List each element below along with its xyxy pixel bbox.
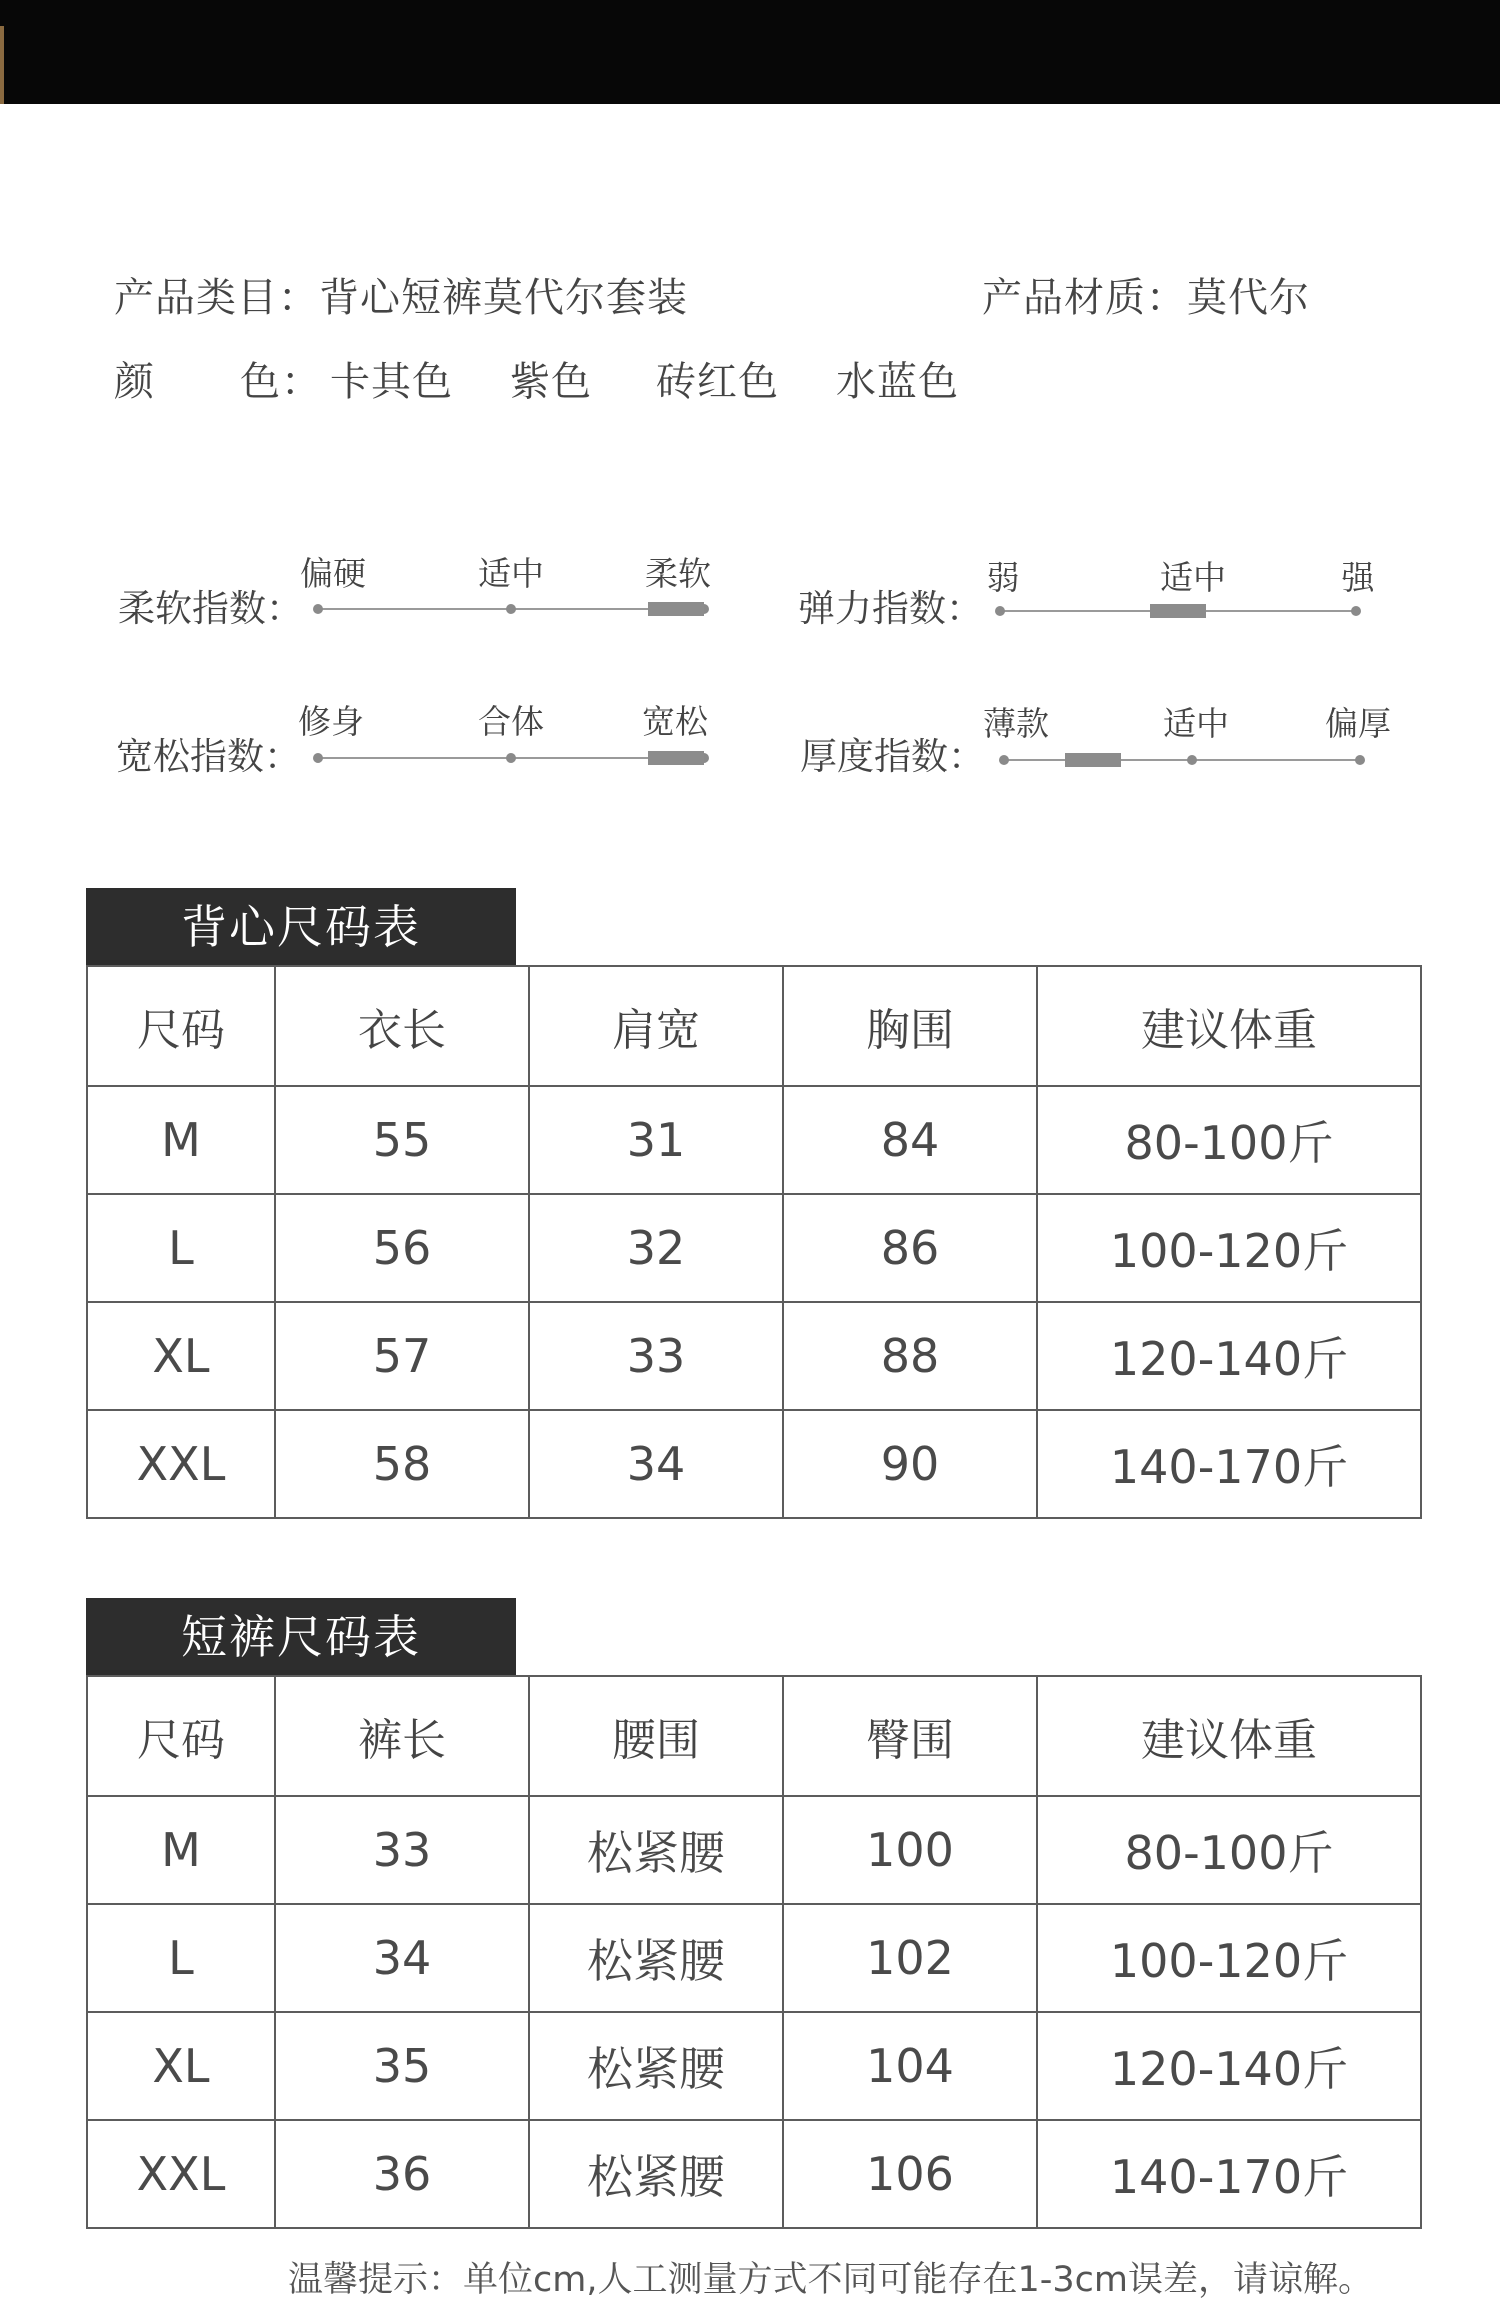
table-cell: 100-120斤 <box>1037 1194 1421 1302</box>
table-cell: 31 <box>529 1086 783 1194</box>
scale-dot <box>506 753 516 763</box>
material-value: 莫代尔 <box>1187 275 1310 321</box>
table-cell: M <box>87 1796 275 1904</box>
table-header-row <box>87 966 1421 1086</box>
table-cell: 55 <box>275 1086 529 1194</box>
scale-level-label: 柔软 <box>645 554 711 593</box>
scale-level-label: 修身 <box>298 702 364 741</box>
table-cell: 松紧腰 <box>529 2120 783 2228</box>
color-label-1: 颜 <box>114 359 155 405</box>
table-row <box>87 1086 1421 1194</box>
scale-level-label: 薄款 <box>983 704 1049 743</box>
table-cell: M <box>87 1086 275 1194</box>
table-cell: 100-120斤 <box>1037 1904 1421 2012</box>
vest-size-table <box>86 965 1422 1519</box>
column-header: 建议体重 <box>1037 1676 1421 1796</box>
table-cell: 84 <box>783 1086 1037 1194</box>
scale-level-label: 强 <box>1341 558 1375 597</box>
scale-level-label: 弱 <box>986 558 1020 597</box>
measurement-note: 温馨提示：单位cm,人工测量方式不同可能存在1-3cm误差，请谅解。 <box>288 2260 1373 2300</box>
fit-label: 宽松指数： <box>116 735 301 778</box>
scale-dot <box>1351 606 1361 616</box>
shorts-size-table <box>86 1675 1422 2229</box>
table-cell: 32 <box>529 1194 783 1302</box>
table-cell: 120-140斤 <box>1037 2012 1421 2120</box>
table-cell: 36 <box>275 2120 529 2228</box>
table-cell: L <box>87 1194 275 1302</box>
table-cell: 90 <box>783 1410 1037 1518</box>
table-cell: 松紧腰 <box>529 1796 783 1904</box>
table-cell: 57 <box>275 1302 529 1410</box>
color-option: 砖红色 <box>656 359 779 405</box>
table-row <box>87 1904 1421 2012</box>
scale-level-label: 适中 <box>1163 704 1229 743</box>
table-header-row <box>87 1676 1421 1796</box>
table-row <box>87 1796 1421 1904</box>
shorts-table-title: 短裤尺码表 <box>86 1598 516 1676</box>
column-header: 尺码 <box>87 1676 275 1796</box>
table-cell: 104 <box>783 2012 1037 2120</box>
scale-marker <box>648 602 704 616</box>
table-cell: 58 <box>275 1410 529 1518</box>
scale-dot <box>999 755 1009 765</box>
table-cell: 106 <box>783 2120 1037 2228</box>
table-row <box>87 2012 1421 2120</box>
scale-marker <box>1150 604 1206 618</box>
table-cell: XXL <box>87 1410 275 1518</box>
softness-label: 柔软指数： <box>118 587 303 630</box>
category-value: 背心短裤莫代尔套装 <box>319 275 688 321</box>
table-cell: 松紧腰 <box>529 1904 783 2012</box>
scale-level-label: 合体 <box>478 702 544 741</box>
table-row <box>87 1410 1421 1518</box>
table-cell: 102 <box>783 1904 1037 2012</box>
column-header: 衣长 <box>275 966 529 1086</box>
column-header: 裤长 <box>275 1676 529 1796</box>
column-header: 肩宽 <box>529 966 783 1086</box>
color-option: 水蓝色 <box>836 359 959 405</box>
scale-level-label: 偏硬 <box>300 554 366 593</box>
column-header: 尺码 <box>87 966 275 1086</box>
scale-marker <box>648 751 704 765</box>
table-cell: 80-100斤 <box>1037 1796 1421 1904</box>
table-row <box>87 2120 1421 2228</box>
table-row <box>87 1302 1421 1410</box>
table-cell: XL <box>87 1302 275 1410</box>
table-cell: XL <box>87 2012 275 2120</box>
scale-line <box>1004 759 1360 761</box>
thickness-label: 厚度指数： <box>800 735 985 778</box>
table-cell: 88 <box>783 1302 1037 1410</box>
column-header: 腰围 <box>529 1676 783 1796</box>
column-header: 臀围 <box>783 1676 1037 1796</box>
vest-table-title: 背心尺码表 <box>86 888 516 966</box>
material-label: 产品材质： <box>982 275 1187 321</box>
color-option: 卡其色 <box>330 359 453 405</box>
table-cell: 33 <box>275 1796 529 1904</box>
scale-marker <box>1065 753 1121 767</box>
table-row <box>87 1194 1421 1302</box>
color-option: 紫色 <box>510 359 592 405</box>
scale-dot <box>506 604 516 614</box>
elasticity-label: 弹力指数： <box>798 587 983 630</box>
table-cell: 34 <box>529 1410 783 1518</box>
color-label-2: 色： <box>240 359 322 405</box>
banner-edge-accent <box>0 26 4 104</box>
category-row <box>114 266 688 323</box>
table-cell: 80-100斤 <box>1037 1086 1421 1194</box>
table-cell: 100 <box>783 1796 1037 1904</box>
column-header: 胸围 <box>783 966 1037 1086</box>
column-header: 建议体重 <box>1037 966 1421 1086</box>
category-label: 产品类目： <box>114 275 319 321</box>
table-cell: 140-170斤 <box>1037 1410 1421 1518</box>
scale-dot <box>1187 755 1197 765</box>
table-cell: 33 <box>529 1302 783 1410</box>
table-cell: 86 <box>783 1194 1037 1302</box>
scale-level-label: 适中 <box>478 554 544 593</box>
table-cell: 140-170斤 <box>1037 2120 1421 2228</box>
scale-level-label: 适中 <box>1160 558 1226 597</box>
scale-level-label: 宽松 <box>642 702 708 741</box>
table-cell: 松紧腰 <box>529 2012 783 2120</box>
scale-dot <box>1355 755 1365 765</box>
table-cell: 120-140斤 <box>1037 1302 1421 1410</box>
table-cell: XXL <box>87 2120 275 2228</box>
material-row <box>982 266 1310 323</box>
scale-level-label: 偏厚 <box>1325 704 1391 743</box>
table-cell: L <box>87 1904 275 2012</box>
top-banner <box>0 0 1500 104</box>
table-cell: 56 <box>275 1194 529 1302</box>
scale-dot <box>313 753 323 763</box>
table-cell: 34 <box>275 1904 529 2012</box>
scale-dot <box>995 606 1005 616</box>
table-cell: 35 <box>275 2012 529 2120</box>
scale-dot <box>313 604 323 614</box>
